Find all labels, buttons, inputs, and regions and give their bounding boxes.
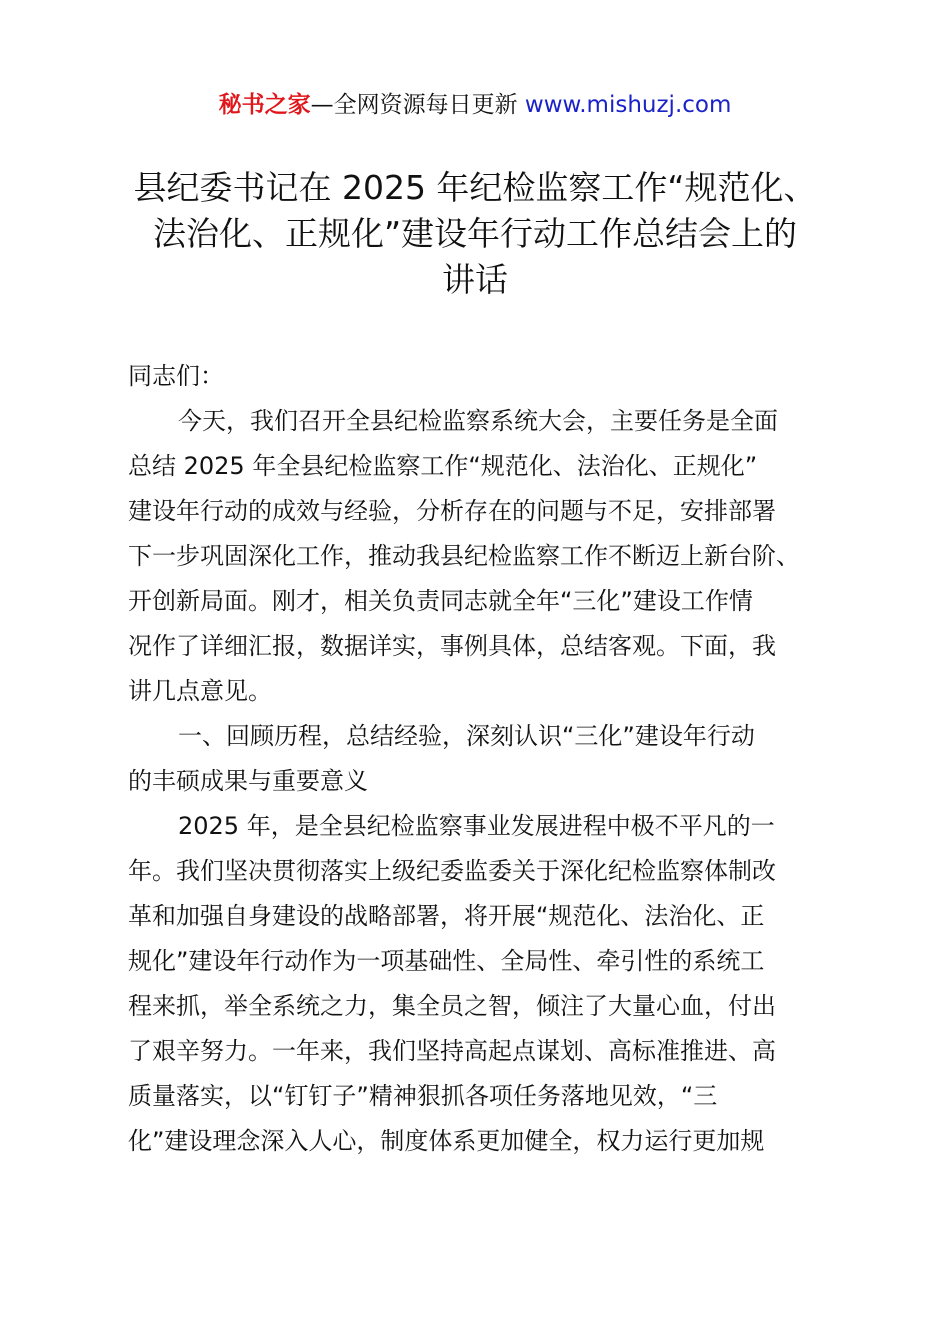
site-header: [0, 88, 950, 122]
text-line: 建设年行动的成效与经验，分析存在的问题与不足，安排部署: [128, 497, 776, 525]
section-heading-1: [128, 714, 838, 804]
site-url-link[interactable]: www.mishuzj.com: [524, 92, 732, 118]
text-line: 总结 2025 年全县纪检监察工作“规范化、法治化、正规化”: [128, 452, 758, 480]
text-line: 同志们：: [128, 362, 224, 390]
text-line: 开创新局面。刚才，相关负责同志就全年“三化”建设工作情: [128, 587, 753, 615]
text-line: 今天，我们召开全县纪检监察系统大会，主要任务是全面: [178, 407, 778, 435]
text-line: 质量落实，以“钉钉子”精神狠抓各项任务落地见效，“三: [128, 1082, 718, 1110]
text-line: 程来抓，举全系统之力，集全员之智，倾注了大量心血，付出: [128, 992, 776, 1020]
text-line: 化”建设理念深入人心，制度体系更加健全，权力运行更加规: [128, 1127, 765, 1155]
text-line: 了艰辛努力。一年来，我们坚持高起点谋划、高标准推进、高: [128, 1037, 776, 1065]
text-line: 下一步巩固深化工作，推动我县纪检监察工作不断迈上新台阶、: [128, 542, 800, 570]
header-tagline: —全网资源每日更新: [310, 92, 525, 118]
title-line: 县纪委书记在 2025 年纪检监察工作“规范化、: [133, 168, 817, 207]
document-title: [110, 165, 840, 303]
paragraph-opening: [128, 399, 838, 714]
paragraph-review: [128, 804, 838, 1164]
text-line: 的丰硕成果与重要意义: [128, 767, 368, 795]
brand-name: 秘书之家: [218, 92, 311, 118]
text-line: 革和加强自身建设的战略部署，将开展“规范化、法治化、正: [128, 902, 765, 930]
text-line: 规化”建设年行动作为一项基础性、全局性、牵引性的系统工: [128, 947, 765, 975]
title-line: 法治化、正规化”建设年行动工作总结会上的: [152, 214, 798, 253]
text-line: 2025 年，是全县纪检监察事业发展进程中极不平凡的一: [178, 812, 775, 840]
text-line: 讲几点意见。: [128, 677, 272, 705]
text-line: 一、回顾历程，总结经验，深刻认识“三化”建设年行动: [178, 722, 755, 750]
title-line: 讲话: [442, 260, 508, 299]
document-body: [128, 354, 838, 1164]
text-line: 况作了详细汇报，数据详实，事例具体，总结客观。下面，我: [128, 632, 776, 660]
text-line: 年。我们坚决贯彻落实上级纪委监委关于深化纪检监察体制改: [128, 857, 776, 885]
salutation: [128, 354, 838, 399]
